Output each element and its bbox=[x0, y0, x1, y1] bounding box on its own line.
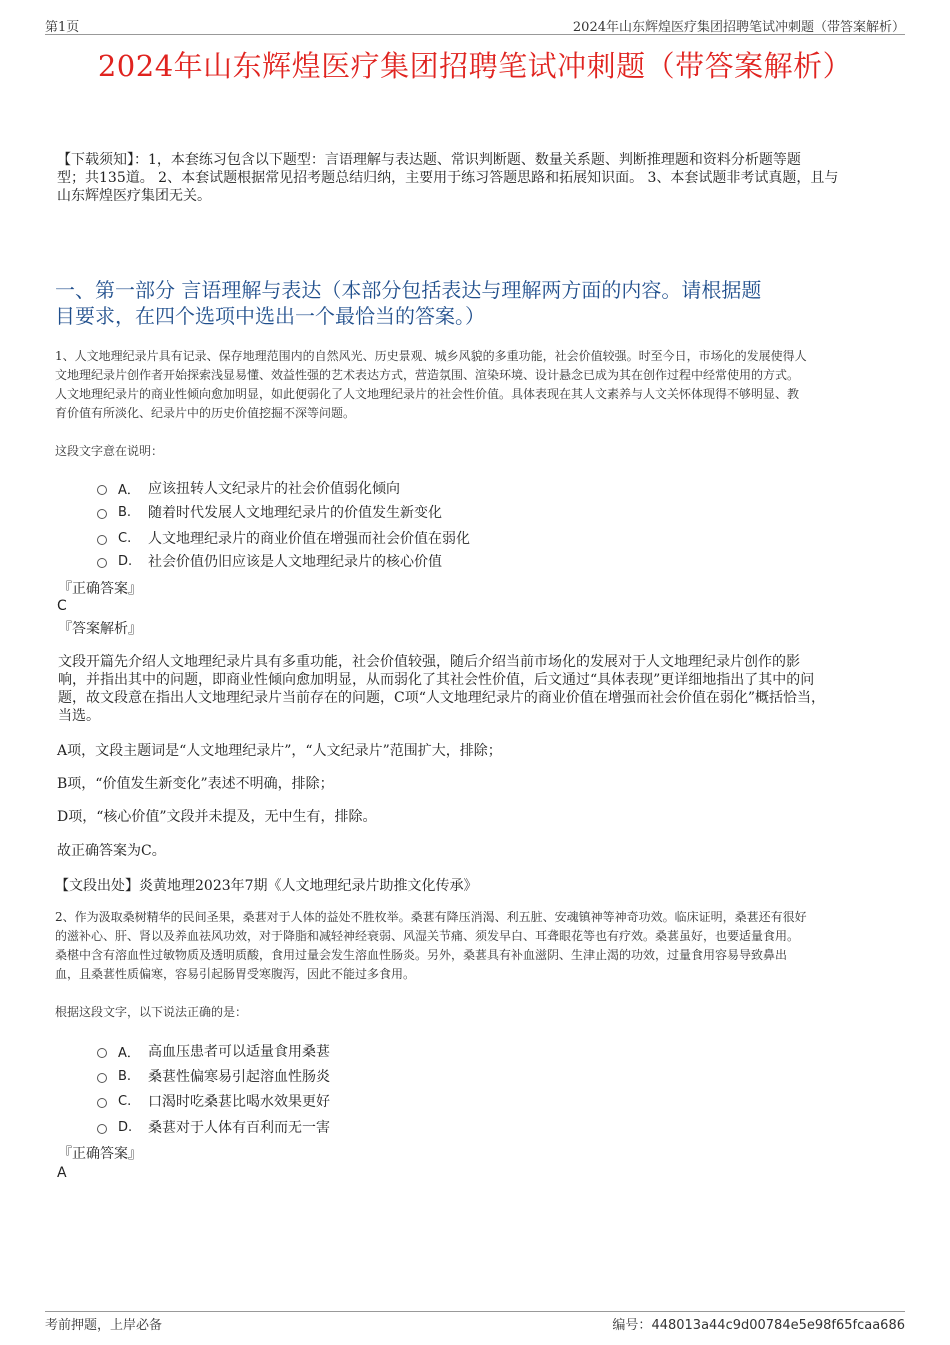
option-text: 桑葚对于人体有百利而无一害 bbox=[148, 1120, 330, 1136]
option-label: B. bbox=[118, 1068, 132, 1084]
section-heading-line: 一、第一部分 言语理解与表达（本部分包括表达与理解两方面的内容。请根据题 bbox=[55, 278, 762, 302]
option-label: A． bbox=[118, 482, 140, 498]
question-1-option-b[interactable] bbox=[97, 502, 442, 522]
radio-icon[interactable] bbox=[97, 485, 107, 495]
option-text: 人文地理纪录片的商业价值在增强而社会价值在弱化 bbox=[148, 531, 470, 547]
question-2-option-b[interactable] bbox=[97, 1066, 330, 1086]
analysis-line: 题，故文段意在指出人文地理纪录片当前存在的问题，C项“人文地理纪录片的商业价值在增强而社会价值在弱化”概括恰当， bbox=[58, 690, 826, 706]
answer-value: C bbox=[57, 598, 67, 614]
analysis-label: 『答案解析』 bbox=[58, 621, 142, 637]
download-notice bbox=[57, 151, 907, 205]
option-text: 应该扭转人文纪录片的社会价值弱化倾向 bbox=[148, 481, 400, 497]
option-label: C. bbox=[118, 1093, 132, 1109]
stem-line: 桑椹中含有溶血性过敏物质及透明质酸，食用过量会发生溶血性肠炎。另外，桑葚具有补血滋阴、生津止渴的功效，过量食用容易导致鼻出 bbox=[55, 948, 788, 962]
answer-value: A bbox=[57, 1165, 67, 1181]
option-text: 随着时代发展人文地理纪录片的价值发生新变化 bbox=[148, 505, 442, 521]
radio-icon[interactable] bbox=[97, 1098, 107, 1108]
stem-line: 人文地理纪录片的商业性倾向愈加明显，如此便弱化了人文地理纪录片的社会性价值。具体表现在其人文素养与人文关怀体现得不够明显、教 bbox=[55, 387, 800, 401]
analysis-text bbox=[58, 653, 908, 725]
analysis-line: 响，并指出其中的问题，即商业性倾向愈加明显，从而弱化了其社会性价值，后文通过“具体表现”更详细地指出了其中的问 bbox=[58, 672, 815, 688]
stem-line: 育价值有所淡化、纪录片中的历史价值挖掘不深等问题。 bbox=[55, 406, 356, 420]
header-divider bbox=[45, 34, 905, 35]
analysis-note: B项，“价值发生新变化”表述不明确，排除； bbox=[57, 776, 334, 792]
stem-line: 的滋补心、肝、肾以及养血祛风功效，对于降脂和减轻神经衰弱、风湿关节痛、须发早白、耳聋眼花等也有疗效。桑葚虽好，也要适量食用。 bbox=[55, 929, 800, 943]
question-2-option-c[interactable] bbox=[97, 1091, 330, 1111]
answer-label: 『正确答案』 bbox=[58, 1146, 142, 1162]
option-label: D. bbox=[118, 553, 133, 569]
section-heading-line: 目要求，在四个选项中选出一个最恰当的答案。） bbox=[55, 304, 485, 328]
analysis-line: 当选。 bbox=[58, 708, 100, 724]
footer-divider bbox=[45, 1311, 905, 1312]
question-1-stem bbox=[55, 347, 915, 423]
analysis-line: 文段开篇先介绍人文地理纪录片具有多重功能，社会价值较强，随后介绍当前市场化的发展对于人文地理纪录片创作的影 bbox=[58, 654, 800, 670]
analysis-note: A项，文段主题词是“人文地理纪录片”，“人文纪录片”范围扩大，排除； bbox=[57, 743, 502, 759]
answer-label: 『正确答案』 bbox=[58, 581, 142, 597]
option-label: B. bbox=[118, 504, 132, 520]
question-2-stem bbox=[55, 908, 915, 984]
question-1-option-d[interactable] bbox=[97, 551, 442, 571]
section-heading bbox=[55, 277, 915, 329]
option-label: A． bbox=[118, 1045, 140, 1061]
question-1-option-c[interactable] bbox=[97, 528, 470, 548]
option-label: C. bbox=[118, 530, 132, 546]
radio-icon[interactable] bbox=[97, 509, 107, 519]
notice-line: 【下载须知】：1，本套练习包含以下题型：言语理解与表达题、常识判断题、数量关系题、判断推理题和资料分析题等题 bbox=[57, 152, 801, 168]
footer-slogan: 考前押题，上岸必备 bbox=[45, 1318, 163, 1333]
footer-code-label: 编号： bbox=[612, 1318, 652, 1333]
stem-line: 文地理纪录片创作者开始探索浅显易懂、效益性强的艺术表达方式，营造氛围、渲染环境、设计悬念已成为其在创作过程中经常使用的方式。 bbox=[55, 368, 800, 382]
option-text: 高血压患者可以适量食用桑葚 bbox=[148, 1044, 330, 1060]
option-label: D. bbox=[118, 1119, 133, 1135]
radio-icon[interactable] bbox=[97, 1124, 107, 1134]
page-number: 第1页 bbox=[45, 20, 80, 35]
footer-code bbox=[612, 1314, 905, 1333]
analysis-conclusion: 故正确答案为C。 bbox=[57, 843, 166, 859]
stem-line: 血，且桑葚性质偏寒，容易引起肠胃受寒腹泻，因此不能过多食用。 bbox=[55, 967, 416, 981]
option-text: 口渴时吃桑葚比喝水效果更好 bbox=[148, 1094, 330, 1110]
analysis-note: D项，“核心价值”文段并未提及，无中生有，排除。 bbox=[57, 809, 377, 825]
question-1-option-a[interactable] bbox=[97, 478, 400, 498]
option-text: 社会价值仍旧应该是人文地理纪录片的核心价值 bbox=[148, 554, 442, 570]
footer-code-value: 448013a44c9d00784e5e98f65fcaa686 bbox=[651, 1318, 905, 1333]
page-title: 2024年山东辉煌医疗集团招聘笔试冲刺题（带答案解析） bbox=[97, 49, 853, 83]
stem-line: 1、人文地理纪录片具有记录、保存地理范围内的自然风光、历史景观、城乡风貌的多重功能，社会价值较强。时至今日，市场化的发展使得人 bbox=[55, 349, 807, 363]
radio-icon[interactable] bbox=[97, 1048, 107, 1058]
header-doc-title: 2024年山东辉煌医疗集团招聘笔试冲刺题（带答案解析） bbox=[572, 20, 905, 35]
radio-icon[interactable] bbox=[97, 558, 107, 568]
stem-line: 2、作为汲取桑树精华的民间圣果，桑葚对于人体的益处不胜枚举。桑葚有降压消渴、利五脏、安魂镇神等神奇功效。临床证明，桑葚还有很好 bbox=[55, 910, 807, 924]
question-1-prompt: 这段文字意在说明： bbox=[55, 444, 164, 458]
notice-line: 山东辉煌医疗集团无关。 bbox=[57, 188, 211, 204]
question-2-option-a[interactable] bbox=[97, 1041, 330, 1061]
radio-icon[interactable] bbox=[97, 535, 107, 545]
question-2-prompt: 根据这段文字，以下说法正确的是： bbox=[55, 1005, 248, 1019]
option-text: 桑葚性偏寒易引起溶血性肠炎 bbox=[148, 1069, 330, 1085]
source-citation: 【文段出处】炎黄地理2023年7期《人文地理纪录片助推文化传承》 bbox=[55, 878, 478, 894]
notice-line: 型；共135道。 2、本套试题根据常见招考题总结归纳，主要用于练习答题思路和拓展知识面。 3、本套试题非考试真题，且与 bbox=[57, 170, 839, 186]
radio-icon[interactable] bbox=[97, 1073, 107, 1083]
question-2-option-d[interactable] bbox=[97, 1117, 330, 1137]
